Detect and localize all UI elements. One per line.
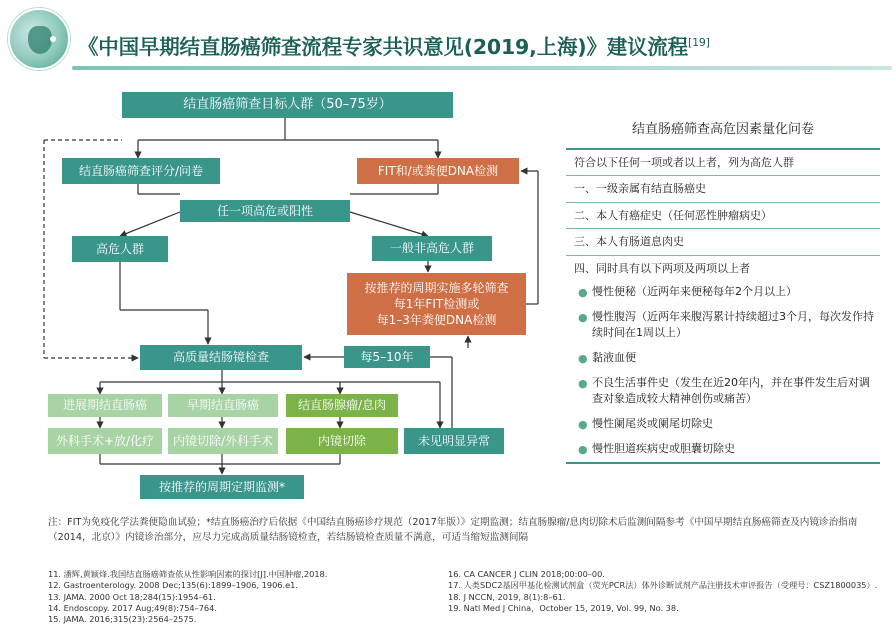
questionnaire-subitem bbox=[566, 306, 880, 347]
flow-adenoma bbox=[286, 394, 398, 417]
flow-fit-dna-label: FIT和/或粪便DNA检测 bbox=[377, 163, 499, 178]
flow-early-crc bbox=[168, 394, 278, 417]
flow-colonoscopy-label: 高质量结肠镜检查 bbox=[172, 350, 269, 365]
logo bbox=[8, 8, 70, 70]
logo-dot bbox=[50, 36, 56, 42]
flow-periodic-screening bbox=[347, 273, 526, 335]
connector-to-high-risk bbox=[120, 212, 180, 236]
title-text: 《中国早期结直肠癌筛查流程专家共识意见(2019,上海)》建议流程 bbox=[78, 35, 688, 59]
flow-advanced-crc bbox=[48, 394, 162, 417]
flow-no-abnormal-label: 未见明显异常 bbox=[417, 433, 490, 448]
flow-high-risk-label: 高危人群 bbox=[95, 241, 144, 256]
flow-surveillance bbox=[140, 475, 304, 499]
flow-any-positive-label: 任一项高危或阳性 bbox=[216, 203, 313, 218]
questionnaire-item-2: 二、本人有癌症史（任何恶性肿瘤病史） bbox=[566, 202, 880, 228]
reference-item: 18. J NCCN, 2019, 8(1):8–61. bbox=[448, 591, 566, 602]
reference-item: 16. CA CANCER J CLIN 2018;00:00–00. bbox=[448, 569, 605, 579]
flow-any-positive bbox=[180, 200, 350, 222]
reference-item: 17. 人类SDC2基因甲基化检测试剂盒（荧光PCR法）体外诊断试剂产品注册技术审评报告（受理号：CSZ1800035）. bbox=[448, 580, 878, 591]
page-title bbox=[78, 30, 888, 60]
reference-item: 15. JAMA. 2016;315(23):2564–2575. bbox=[48, 614, 197, 625]
questionnaire-item-3: 三、本人有肠道息肉史 bbox=[566, 228, 880, 254]
questionnaire-item-1: 一、一级亲属有结直肠癌史 bbox=[566, 175, 880, 201]
flow-periodic-line2: 每1年FIT检测或 bbox=[393, 296, 480, 311]
questionnaire-table bbox=[566, 148, 880, 464]
questionnaire-subitem-text: 黏液血便 bbox=[592, 350, 636, 364]
questionnaire-bottom-rule bbox=[566, 462, 880, 464]
flow-endo-resection bbox=[286, 428, 398, 454]
bullet-icon: ● bbox=[578, 310, 588, 324]
flow-target-population bbox=[122, 92, 453, 118]
questionnaire-subitem bbox=[566, 438, 880, 463]
questionnaire-subitem bbox=[566, 281, 880, 306]
flow-adenoma-label: 结直肠腺瘤/息肉 bbox=[297, 398, 387, 413]
flow-surgery bbox=[48, 428, 162, 454]
flow-general-risk bbox=[372, 236, 492, 261]
flow-assessment-label: 结直肠癌筛查评分/问卷 bbox=[78, 163, 204, 178]
flow-no-abnormal bbox=[404, 428, 504, 454]
references-left bbox=[48, 569, 408, 626]
bullet-icon: ● bbox=[578, 376, 588, 390]
flow-colonoscopy bbox=[140, 345, 302, 370]
questionnaire-subitem bbox=[566, 372, 880, 413]
flow-fit-dna bbox=[357, 158, 519, 184]
questionnaire-subitem bbox=[566, 347, 880, 372]
flow-periodic-line1: 按推荐的周期实施多轮筛查 bbox=[364, 280, 509, 295]
title-ref-mark: [19] bbox=[687, 36, 710, 50]
bullet-icon: ● bbox=[578, 442, 588, 456]
flow-assessment bbox=[62, 158, 220, 184]
flow-target-population-label: 结直肠癌筛查目标人群（50–75岁） bbox=[183, 97, 392, 113]
questionnaire-subitem bbox=[566, 413, 880, 438]
bullet-icon: ● bbox=[578, 351, 588, 365]
flow-advanced-crc-label: 进展期结直肠癌 bbox=[62, 398, 147, 413]
questionnaire-intro: 符合以下任何一项或者以上者，列为高危人群 bbox=[566, 148, 880, 175]
references-right bbox=[448, 569, 893, 614]
questionnaire-subitem-text: 慢性阑尾炎或阑尾切除史 bbox=[592, 416, 713, 430]
flow-endo-surgery-label: 内镜切除/外科手术 bbox=[172, 433, 274, 448]
reference-item: 11. 潘辉,黄颖烽.我国结直肠癌筛查依从性影响因素的探讨[J].中国肿瘤,2018. bbox=[48, 569, 328, 579]
reference-item: 12. Gastroenterology. 2008 Dec;135(6):1899–1906, 1906.e1. bbox=[48, 580, 298, 591]
questionnaire-title: 结直肠癌筛查高危因素量化问卷 bbox=[631, 122, 814, 137]
connector-to-general-risk bbox=[350, 212, 428, 236]
questionnaire-subitem-text: 不良生活事件史（发生在近20年内，并在事件发生后对调查对象造成较大精神创伤或痛苦） bbox=[592, 375, 870, 405]
questionnaire-item-4: 四、同时具有以下两项及两项以上者 bbox=[566, 255, 880, 281]
flow-endo-surgery bbox=[168, 428, 278, 454]
flow-surveillance-label: 按推荐的周期定期监测* bbox=[158, 479, 285, 494]
questionnaire-subitem-text: 慢性胆道疾病史或胆囊切除史 bbox=[592, 441, 735, 455]
title-underline bbox=[72, 66, 892, 70]
flow-interval bbox=[344, 346, 430, 368]
flow-periodic-line3: 每1–3年粪便DNA检测 bbox=[376, 313, 497, 328]
flow-general-risk-label: 一般非高危人群 bbox=[389, 241, 474, 256]
bullet-icon: ● bbox=[578, 285, 588, 299]
flow-early-crc-label: 早期结直肠癌 bbox=[186, 398, 259, 413]
flow-interval-label: 每5–10年 bbox=[360, 349, 414, 364]
bullet-icon: ● bbox=[578, 417, 588, 431]
footnote: 注：FIT为免疫化学法粪便隐血试验；*结直肠癌治疗后依据《中国结直肠癌诊疗规范（2017年版）》定期监测；结直肠腺瘤/息肉切除术后监测间隔参考《中国早期结直肠癌筛查及内镜诊治指南（2014，北京）》内镜诊治部分，应尽力完成高质量结肠镜检查，若结肠镜检查质量不满意，可适当缩短监测间隔 bbox=[48, 517, 858, 544]
questionnaire-subitem-text: 慢性腹泻（近两年来腹泻累计持续超过3个月，每次发作持续时间在1周以上） bbox=[592, 309, 874, 339]
reference-item: 13. JAMA. 2000 Oct 18;284(15):1954–61. bbox=[48, 591, 216, 602]
flow-high-risk bbox=[72, 236, 168, 262]
flow-surgery-label: 外科手术+放/化疗 bbox=[55, 433, 155, 448]
flow-endo-resection-label: 内镜切除 bbox=[317, 433, 366, 448]
questionnaire-subitem-text: 慢性便秘（近两年来便秘每年2个月以上） bbox=[592, 284, 797, 298]
reference-item: 19. Natl Med J China，October 15, 2019, Vol. 99, No. 38. bbox=[448, 602, 679, 613]
reference-item: 14. Endoscopy. 2017 Aug;49(8):754–764. bbox=[48, 602, 217, 613]
logo-figure bbox=[28, 26, 52, 54]
